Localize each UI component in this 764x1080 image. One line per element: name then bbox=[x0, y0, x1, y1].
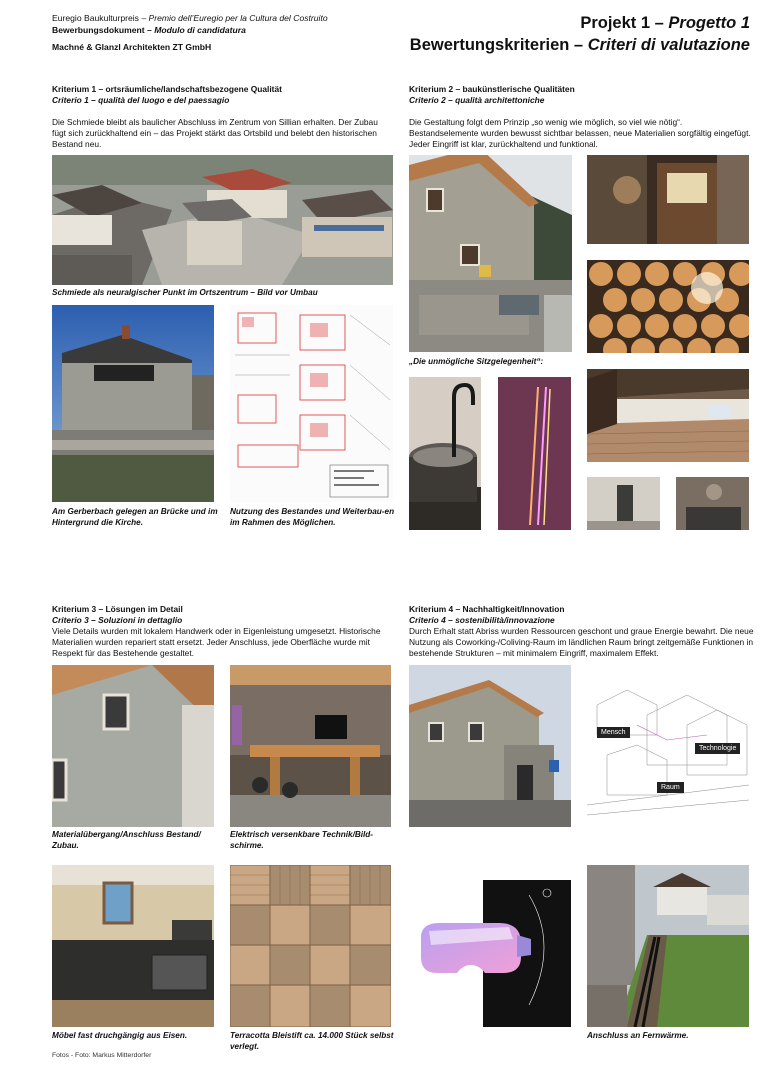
caption-tech: Elektrisch versenkbare Technik/Bild-schirme. bbox=[230, 830, 374, 850]
floor-plans-drawing bbox=[230, 305, 393, 502]
project-title-it: Progetto 1 bbox=[668, 14, 750, 32]
criterion-3-text: Viele Details wurden mit lokalem Handwerk oder in Eigenleistung umgesetzt. Historische Materialien wurden repariert statt ersetzt. Jeder Anschluss, jede Oberfläche wurde mit Respekt für das Bestehende gestaltet. bbox=[52, 626, 381, 658]
photo-credit: Fotos - Foto: Markus Mitterdorfer bbox=[52, 1052, 152, 1059]
vr-headset-image bbox=[409, 865, 571, 1027]
aerial-town-photo bbox=[52, 155, 393, 285]
caption-district-heat: Anschluss an Fernwärme. bbox=[587, 1031, 689, 1040]
diagram-label-raum: Raum bbox=[657, 782, 684, 793]
caption-material: Materialübergang/Anschluss Bestand/ Zubau. bbox=[52, 830, 201, 850]
header-line1-de: Euregio Baukulturpreis – bbox=[52, 13, 147, 23]
diagram-label-technologie: Technologie bbox=[695, 743, 740, 754]
header-line2-it: Modulo di candidatura bbox=[154, 24, 246, 35]
terracotta-floor-photo bbox=[230, 865, 391, 1027]
caption-gerberbach: Am Gerberbach gelegen an Brücke und im Hintergrund die Kirche. bbox=[52, 507, 218, 527]
interior-door-photo bbox=[587, 155, 749, 244]
kitchen-photo bbox=[52, 865, 214, 1027]
stone-wall-photo bbox=[676, 477, 749, 530]
gerberbach-photo bbox=[52, 305, 214, 502]
diagram-label-mensch: Mensch bbox=[597, 727, 630, 738]
facade-bench-photo bbox=[409, 155, 572, 352]
interior-room-photo bbox=[587, 369, 749, 462]
caption-plans: Nutzung des Bestandes und Weiterbau-en im Rahmen des Möglichen. bbox=[230, 507, 395, 527]
project-title-de: Projekt 1 – bbox=[580, 14, 664, 32]
caption-aerial: Schmiede als neuralgischer Punkt im Ortszentrum – Bild vor Umbau bbox=[52, 288, 318, 297]
caption-furniture: Möbel fast druchgängig aus Eisen. bbox=[52, 1031, 188, 1040]
neon-light-photo bbox=[498, 377, 571, 530]
concept-diagram bbox=[587, 665, 749, 827]
criteria-title-de: Bewertungskriterien – bbox=[409, 36, 584, 54]
criterion-2-title: Kriterium 2 – baukünstlerische Qualitäten Criterio 2 – qualità architettoniche bbox=[409, 84, 575, 105]
exterior-door-photo bbox=[587, 477, 660, 530]
criterion-3-title: Kriterium 3 – Lösungen im Detail Criterio 3 – Soluzioni in dettaglio bbox=[52, 604, 183, 625]
page-title bbox=[410, 12, 750, 56]
criterion-4-title: Kriterium 4 – Nachhaltigkeit/Innovation Criterio 4 – sostenibilità/innovazione bbox=[409, 604, 565, 625]
architect-firm: Machné & Glanzl Architekten ZT GmbH bbox=[52, 42, 212, 52]
coworking-desk-photo bbox=[230, 665, 391, 827]
caption-terracotta: Terracotta Bleistift ca. 14.000 Stück selbst verlegt. bbox=[230, 1031, 394, 1051]
criterion-1-text: Die Schmiede bleibt als baulicher Abschluss im Zentrum von Sillian erhalten. Der Zubau fügt sich zurückhaltend ein – das Projekt stärkt das Ortsbild und belebt den historischen Bestand neu. bbox=[52, 117, 378, 149]
criterion-1-title: Kriterium 1 – ortsräumliche/landschaftsbezogene Qualität Criterio 1 – qualità del luogo e del paessagio bbox=[52, 84, 282, 105]
building-exterior-photo bbox=[409, 665, 571, 827]
caption-seat: „Die unmögliche Sitzgelegenheit“: bbox=[409, 357, 544, 366]
header-line1-it: Premio dell’Euregio per la Cultura del Costruito bbox=[148, 13, 328, 23]
sink-photo bbox=[409, 377, 481, 530]
criteria-title-it: Criteri di valutazione bbox=[587, 36, 750, 54]
header-line2-de: Bewerbungsdokument – bbox=[52, 24, 152, 35]
document-header bbox=[52, 13, 328, 54]
facade-detail-photo bbox=[52, 665, 214, 827]
criterion-4-text: Durch Erhalt statt Abriss wurden Ressourcen geschont und graue Energie bewahrt. Die neue Nutzung als Coworking-/Coliving-Raum im ländlichen Raum bringt zeitgemäße Funktionen in bestehende Strukturen – mit minimalem Eingriff, maximalem Effekt. bbox=[409, 626, 754, 658]
criterion-2-text: Die Gestaltung folgt dem Prinzip „so wenig wie möglich, so viel wie nötig“. Bestandselemente wurden bewusst sichtbar belassen, neue Materialien sorgfältig eingefügt. Jeder Eingriff ist klar, zurückhaltend und funktional. bbox=[409, 117, 751, 149]
district-heating-photo bbox=[587, 865, 749, 1027]
wood-logs-photo bbox=[587, 260, 749, 353]
